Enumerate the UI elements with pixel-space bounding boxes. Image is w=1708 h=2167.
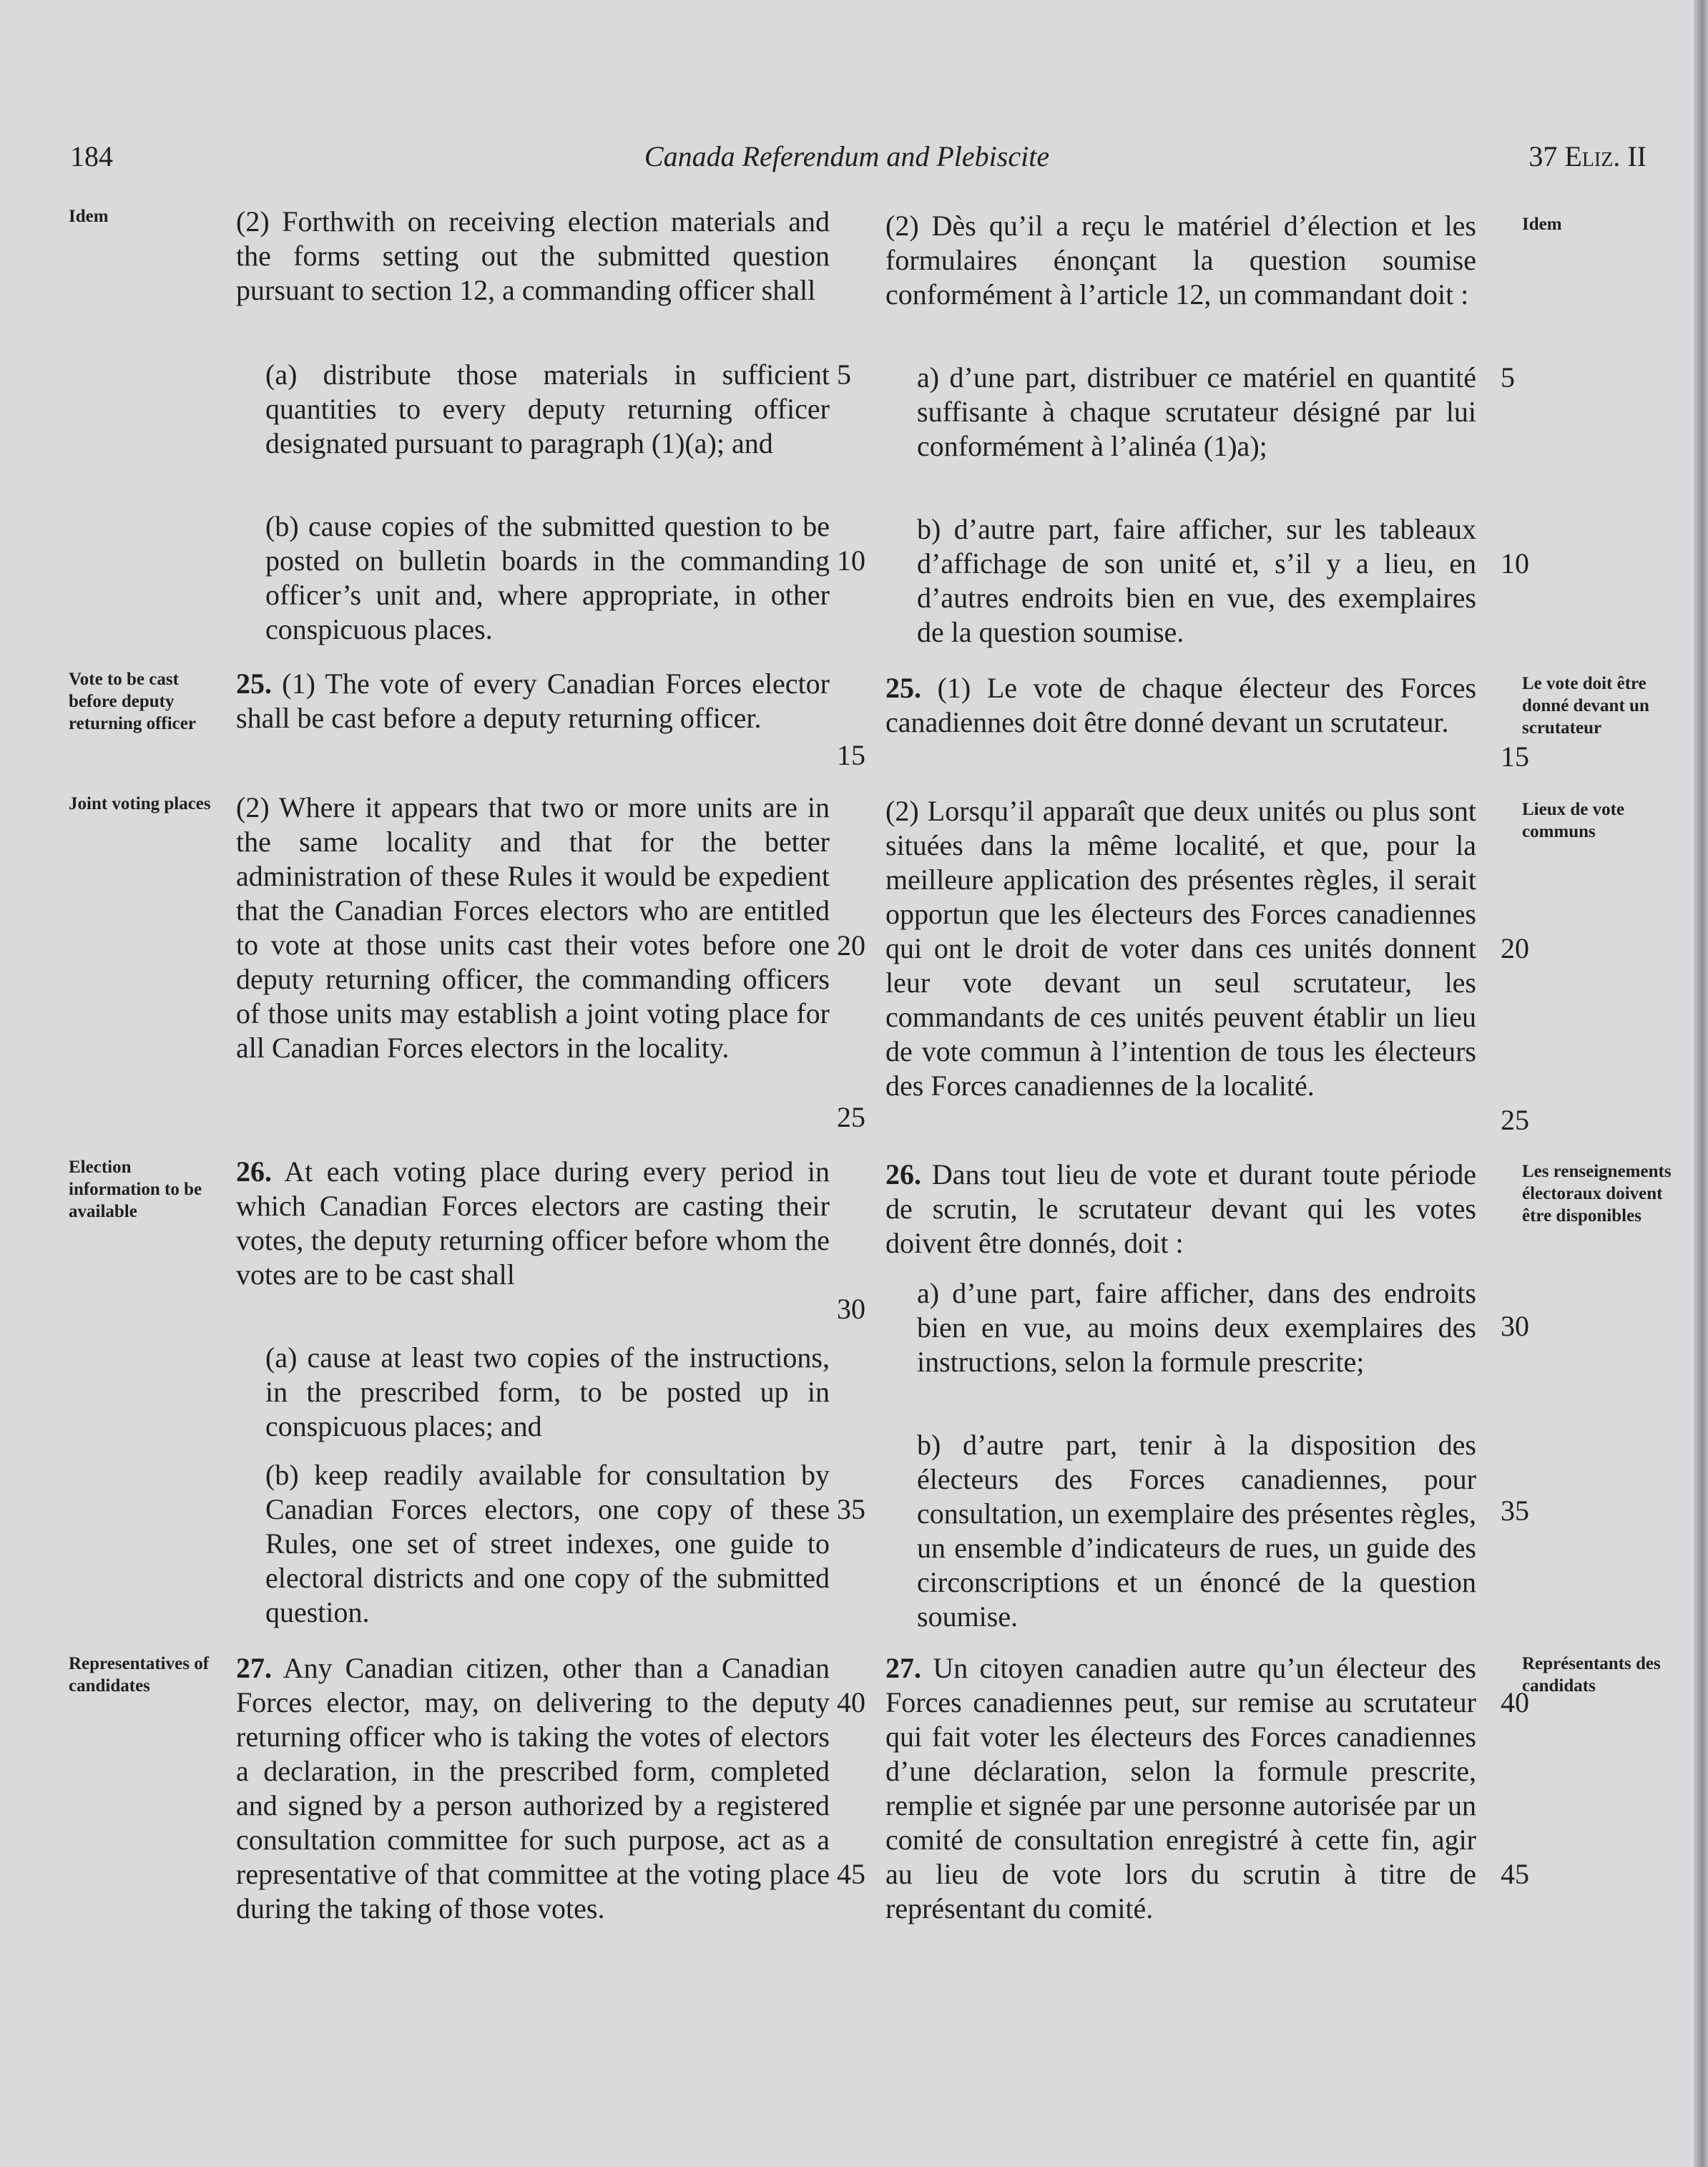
- en-section-25-2: (2) Where it appears that two or more units are in the same locality and that for the better administration of these Rules it would be expedient that the Canadian Forces electors who are entitled to vote at those units cast their votes before one deputy returning officer, the commanding officers of those units may establish a joint voting place for all Canadian Forces electors in the locality.: [236, 791, 830, 1064]
- en-26a: (a) cause at least two copies of the instructions, in the prescribed form, to be posted up in conspicuous places; and: [265, 1341, 830, 1442]
- en-section-26: 26. At each voting place during every period in which Canadian Forces electors are casting their votes, the deputy returning officer before whom the votes are to be cast shall: [236, 1155, 830, 1291]
- line-number-fr-10: 10: [1501, 547, 1529, 579]
- fr-section-25-2: (2) Lorsqu’il apparaît que deux unités ou plus sont situées dans la même localité, et que, pour la meilleure application des présentes règles, il serait opportun que les électeurs des Forces canadiennes qui ont le droit de voter dans ces unités donnent leur vote devant un seul scrutateur, les commandants de ces unités peuvent établir un lieu de vote commun à l’intention de tous les électeurs des Forces canadiennes de la localité.: [885, 795, 1476, 1102]
- margin-note-en-25-2: Joint voting places: [69, 794, 211, 813]
- line-number-en-40: 40: [837, 1686, 865, 1718]
- page-edge-shadow: [1694, 0, 1708, 2167]
- line-number-en-20: 20: [837, 929, 865, 962]
- fr-25-number: 25.: [885, 672, 921, 704]
- en-27-number: 27.: [236, 1652, 272, 1684]
- fr-26b: b) d’autre part, tenir à la disposition des électeurs des Forces canadiennes, pour consultation, un exemplaire des présentes règles, un ensemble d’indicateurs de rues, un guide des circonscriptions et un énoncé de la question soumise.: [917, 1429, 1476, 1633]
- margin-note-fr-25-1: Le vote doit être donné devant un scrutateur: [1522, 674, 1649, 738]
- margin-note-en-26: Election information to be available: [69, 1158, 202, 1221]
- fr-section-26: 26. Dans tout lieu de vote et durant toute période de scrutin, le scrutateur devant qui les votes doivent être donnés, doit :: [885, 1158, 1476, 1259]
- line-number-en-45: 45: [837, 1858, 865, 1890]
- line-number-en-15: 15: [837, 739, 865, 771]
- page-number: 184: [70, 140, 113, 172]
- line-number-fr-5: 5: [1501, 361, 1515, 393]
- en-section-25-1: 25. (1) The vote of every Canadian Forces elector shall be cast before a deputy returning officer.: [236, 667, 830, 734]
- margin-note-fr-idem: Idem: [1522, 215, 1562, 234]
- margin-note-en-idem: Idem: [69, 207, 109, 226]
- line-number-en-10: 10: [837, 544, 865, 577]
- line-number-fr-45: 45: [1501, 1858, 1529, 1890]
- en-24-2: (2) Forthwith on receiving election materials and the forms setting out the submitted question pursuant to section 12, a commanding officer shall: [236, 205, 830, 306]
- fr-24-2a: a) d’une part, distribuer ce matériel en quantité suffisante à chaque scrutateur désigné par lui conformément à l’alinéa (1)a);: [917, 361, 1476, 462]
- margin-note-en-25-1: Vote to be cast before deputy returning officer: [69, 670, 196, 733]
- en-26-number: 26.: [236, 1155, 272, 1188]
- margin-note-fr-26: Les renseignements électoraux doivent être disponibles: [1522, 1162, 1672, 1226]
- margin-note-fr-25-2: Lieux de vote communs: [1522, 800, 1625, 841]
- line-number-en-30: 30: [837, 1293, 865, 1325]
- margin-note-fr-27: Représentants des candidats: [1522, 1654, 1661, 1696]
- line-number-en-35: 35: [837, 1493, 865, 1525]
- en-25-number: 25.: [236, 667, 272, 700]
- fr-26a: a) d’une part, faire afficher, dans des endroits bien en vue, au moins deux exemplaires des instructions, selon la formule prescrite;: [917, 1277, 1476, 1378]
- line-number-fr-20: 20: [1501, 932, 1529, 964]
- en-24-2b: (b) cause copies of the submitted question to be posted on bulletin boards in the commanding officer’s unit and, where appropriate, in other conspicuous places.: [265, 510, 830, 645]
- en-26b: (b) keep readily available for consultation by Canadian Forces electors, one copy of these Rules, one set of street indexes, one guide to electoral districts and one copy of the submitted question.: [265, 1459, 830, 1628]
- fr-24-2: (2) Dès qu’il a reçu le matériel d’élection et les formulaires énonçant la question soumise conformément à l’article 12, un commandant doit :: [885, 210, 1476, 310]
- running-title: Canada Referendum and Plebiscite: [644, 140, 1050, 172]
- en-section-27: 27. Any Canadian citizen, other than a Canadian Forces elector, may, on delivering to the deputy returning officer who is taking the votes of electors a declaration, in the prescribed form, completed and signed by a person authorized by a registered consultation committee for such purpose, act as a representative of that committee at the voting place during the taking of those votes.: [236, 1652, 830, 1924]
- margin-note-en-27: Representatives of candidates: [69, 1654, 210, 1696]
- line-number-fr-35: 35: [1501, 1495, 1529, 1527]
- line-number-fr-30: 30: [1501, 1310, 1529, 1342]
- fr-section-25-1: 25. (1) Le vote de chaque électeur des Forces canadiennes doit être donné devant un scrutateur.: [885, 672, 1477, 738]
- en-24-2a: (a) distribute those materials in sufficient quantities to every deputy returning officer designated pursuant to paragraph (1)(a); and: [265, 358, 830, 459]
- statute-reference: 37 Eliz. II: [1528, 140, 1646, 172]
- line-number-fr-25: 25: [1501, 1104, 1529, 1136]
- line-number-fr-40: 40: [1501, 1686, 1529, 1718]
- line-number-en-25: 25: [837, 1101, 865, 1133]
- fr-section-27: 27. Un citoyen canadien autre qu’un électeur des Forces canadiennes peut, sur remise au scrutateur qui fait voter les électeurs des Forces canadiennes d’une déclaration, selon la formule prescrite, remplie et signée par une personne autorisée par un comité de consultation enregistré à cette fin, agir au lieu de vote lors du scrutin à titre de représentant du comité.: [885, 1652, 1477, 1924]
- line-number-en-5: 5: [837, 358, 851, 391]
- fr-24-2b: b) d’autre part, faire afficher, sur les tableaux d’affichage de son unité et, s’il y a lieu, en d’autres endroits bien en vue, des exemplaires de la question soumise.: [917, 513, 1476, 648]
- line-number-fr-15: 15: [1501, 740, 1529, 773]
- fr-26-number: 26.: [885, 1158, 921, 1190]
- fr-27-number: 27.: [885, 1652, 921, 1684]
